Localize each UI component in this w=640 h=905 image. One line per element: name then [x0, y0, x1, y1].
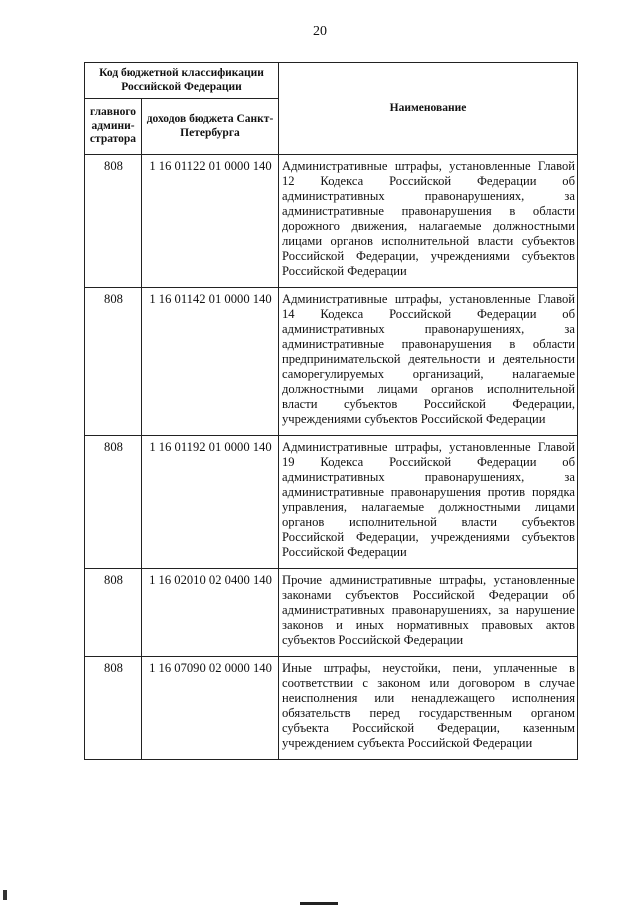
table-row — [85, 657, 578, 760]
name-cell: Административные штрафы, установленные Главой 12 Кодекса Российской Федерации об административных правонарушениях, за административные правонарушения в области дорожного движения, налагаемые должностными лицами органов исполнительной власти субъектов Российской Федерации, учреждениями субъектов Российской Федерации — [279, 155, 578, 288]
scan-artifact — [3, 890, 7, 900]
admin-code-cell: 808 — [85, 155, 142, 288]
header-name: Наименование — [279, 63, 578, 155]
table-row — [85, 155, 578, 288]
name-cell: Прочие административные штрафы, установленные законами субъектов Российской Федерации об административных правонарушениях, за нарушение законов и иных нормативных правовых актов субъектов Российской Федерации — [279, 569, 578, 657]
header-income-code: доходов бюджета Санкт-Петербурга — [142, 99, 279, 155]
name-cell: Административные штрафы, установленные Главой 14 Кодекса Российской Федерации об административных правонарушениях, за административные правонарушения в области предпринимательской деятельности и деятельности саморегулируемых организаций, налагаемые должностными лицами органов исполнительной власти субъектов Российской Федерации, учреждениями субъектов Российской Федерации — [279, 288, 578, 436]
income-code-cell: 1 16 02010 02 0400 140 — [142, 569, 279, 657]
income-code-cell: 1 16 01122 01 0000 140 — [142, 155, 279, 288]
admin-code-cell: 808 — [85, 288, 142, 436]
header-main-administrator: главного админи-стратора — [85, 99, 142, 155]
admin-code-cell: 808 — [85, 436, 142, 569]
admin-code-cell: 808 — [85, 569, 142, 657]
name-cell: Иные штрафы, неустойки, пени, уплаченные в соответствии с законом или договором в случае неисполнения или ненадлежащего исполнения обязательств перед государственным органом субъекта Российской Федерации, казенным учреждением субъекта Российской Федерации — [279, 657, 578, 760]
header-budget-code-group: Код бюджетной классификации Российской Федерации — [85, 63, 279, 99]
table-row — [85, 569, 578, 657]
income-code-cell: 1 16 01192 01 0000 140 — [142, 436, 279, 569]
income-code-cell: 1 16 07090 02 0000 140 — [142, 657, 279, 760]
table-row — [85, 436, 578, 569]
page-number: 20 — [313, 24, 327, 39]
name-cell: Административные штрафы, установленные Главой 19 Кодекса Российской Федерации об административных правонарушениях, за административные правонарушения против порядка управления, налагаемые должностными лицами органов исполнительной власти субъектов Российской Федерации, учреждениями субъектов Российской Федерации — [279, 436, 578, 569]
budget-classification-table — [84, 62, 578, 760]
income-code-cell: 1 16 01142 01 0000 140 — [142, 288, 279, 436]
table-row — [85, 288, 578, 436]
admin-code-cell: 808 — [85, 657, 142, 760]
